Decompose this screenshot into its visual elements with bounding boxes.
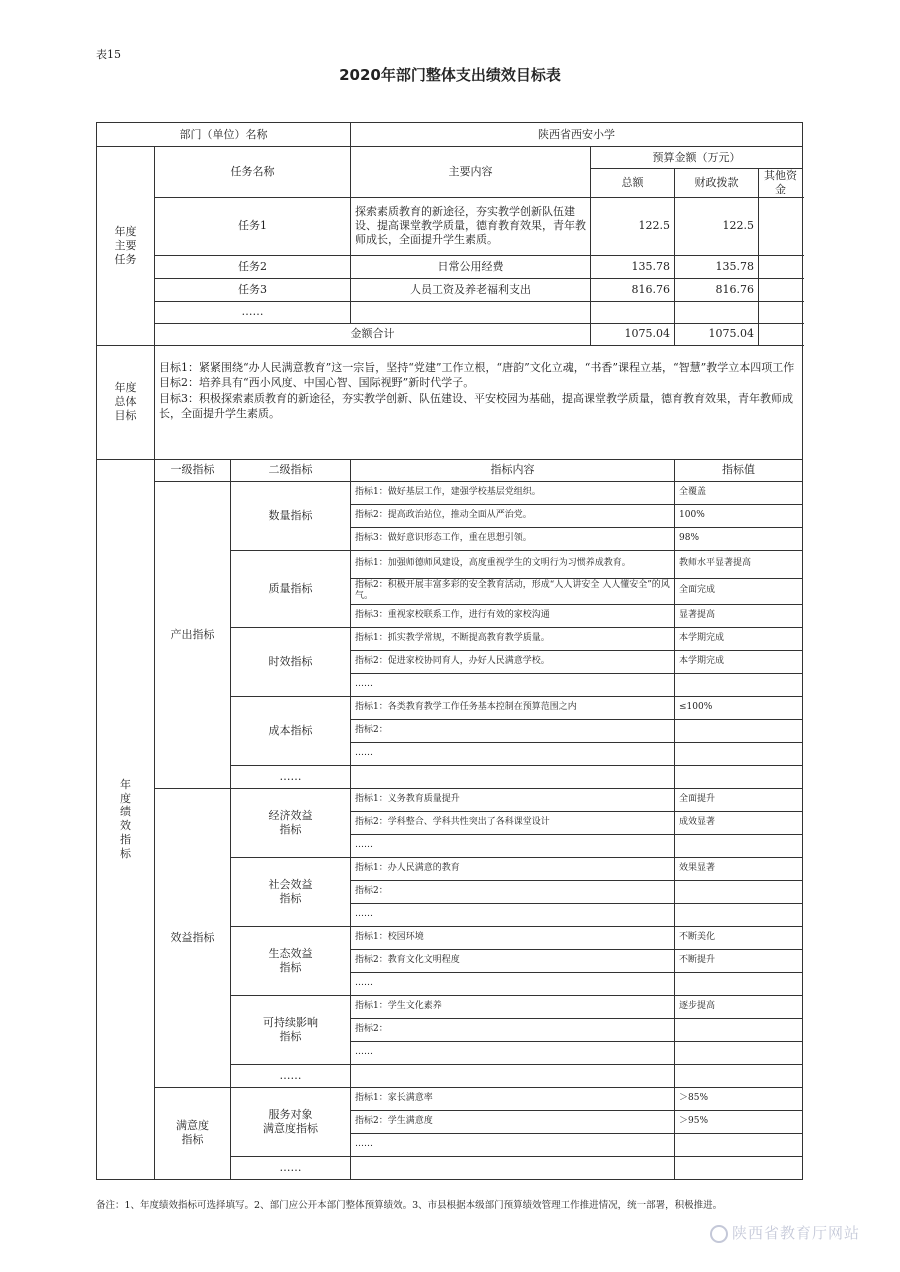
indicator-value	[675, 719, 803, 742]
indicator-value: 逐步提高	[675, 995, 803, 1018]
task-content: 日常公用经费	[351, 255, 591, 278]
indicator-content: 指标2：促进家校协同育人，办好人民满意学校。	[351, 650, 675, 673]
perf-header-row	[97, 459, 803, 481]
indicator-value: ＞85%	[675, 1087, 803, 1110]
indicator-value	[675, 1041, 803, 1064]
indicator-content: 指标2：积极开展丰富多彩的安全教育活动，形成“人人讲安全 人人懂安全”的风气。	[351, 578, 675, 604]
indicator-value	[675, 742, 803, 765]
indicator-content	[351, 1064, 675, 1087]
perf-col-l2: 二级指标	[231, 459, 351, 481]
indicator-value	[675, 1018, 803, 1041]
task-name: 任务3	[155, 278, 351, 301]
goals-row	[97, 345, 803, 459]
cost-label: 成本指标	[231, 696, 351, 765]
task-fiscal	[675, 301, 759, 323]
indicator-value	[675, 834, 803, 857]
indicator-value: ＞95%	[675, 1110, 803, 1133]
indicator-value	[675, 972, 803, 995]
economic-label: 经济效益 指标	[231, 788, 351, 857]
task-fiscal: 135.78	[675, 255, 759, 278]
indicator-content: 指标2：	[351, 1018, 675, 1041]
quality-label: 质量指标	[231, 550, 351, 627]
indicator-value	[675, 1156, 803, 1179]
indicator-content: 指标2：学生满意度	[351, 1110, 675, 1133]
task-row	[97, 255, 803, 278]
task-content: 探索素质教育的新途径，夯实教学创新队伍建设、提高课堂教学质量，德育教育效果，青年教师成长，全面提升学生素质。	[351, 197, 591, 255]
indicator-content: ……	[351, 1041, 675, 1064]
indicator-value: 不断提升	[675, 949, 803, 972]
indicator-content: 指标1：家长满意率	[351, 1087, 675, 1110]
indicator-value: 全面完成	[675, 578, 803, 604]
indicator-content: 指标1：义务教育质量提升	[351, 788, 675, 811]
tasks-sum-total: 1075.04	[591, 323, 675, 345]
task-content	[351, 301, 591, 323]
indicator-value	[675, 1064, 803, 1087]
tasks-col-fiscal: 财政拨款	[675, 169, 759, 198]
task-fiscal: 122.5	[675, 197, 759, 255]
tasks-sum-label: 金额合计	[155, 323, 591, 345]
indicator-content: ……	[351, 673, 675, 696]
tasks-col-total: 总额	[591, 169, 675, 198]
indicator-content: ……	[351, 972, 675, 995]
tasks-col-other: 其他资金	[759, 169, 803, 198]
indicator-value: 全面提升	[675, 788, 803, 811]
indicator-value: 本学期完成	[675, 650, 803, 673]
task-other	[759, 301, 803, 323]
goal-line: 目标2：培养具有“西小风度、中国心智、国际视野”新时代学子。	[159, 376, 475, 390]
indicator-value: ≤100%	[675, 696, 803, 719]
tasks-col-name: 任务名称	[155, 147, 351, 198]
perf-col-content: 指标内容	[351, 459, 675, 481]
tasks-col-content: 主要内容	[351, 147, 591, 198]
indicator-content: 指标3：重视家校联系工作，进行有效的家校沟通	[351, 604, 675, 627]
indicator-value: 显著提高	[675, 604, 803, 627]
output-more: ……	[231, 765, 351, 788]
indicator-content: ……	[351, 1133, 675, 1156]
indicator-value: 本学期完成	[675, 627, 803, 650]
indicator-content: ……	[351, 834, 675, 857]
indicator-content: 指标1：校园环境	[351, 926, 675, 949]
indicator-content: 指标1：办人民满意的教育	[351, 857, 675, 880]
indicator-value: 全覆盖	[675, 481, 803, 504]
indicator-value: 成效显著	[675, 811, 803, 834]
task-name: ……	[155, 301, 351, 323]
task-total: 122.5	[591, 197, 675, 255]
social-label: 社会效益 指标	[231, 857, 351, 926]
task-row	[97, 197, 803, 255]
indicator-content: 指标1：做好基层工作，建强学校基层党组织。	[351, 481, 675, 504]
dept-row	[97, 123, 803, 147]
service-label: 服务对象 满意度指标	[231, 1087, 351, 1156]
indicator-value: 不断美化	[675, 926, 803, 949]
indicator-content: 指标2：学科整合、学科共性突出了各科课堂设计	[351, 811, 675, 834]
footnote: 备注：1、年度绩效指标可选择填写。2、部门应公开本部门整体预算绩效。3、市县根据本级部门预算绩效管理工作推进情况，统一部署，积极推进。	[96, 1200, 723, 1211]
indicator-value	[675, 673, 803, 696]
indicator-content: 指标2：教育文化文明程度	[351, 949, 675, 972]
indicator-value	[675, 765, 803, 788]
watermark-text: 陕西省教育厅网站	[731, 1224, 860, 1242]
task-other	[759, 278, 803, 301]
task-total: 816.76	[591, 278, 675, 301]
indicator-content: 指标3：做好意识形态工作，重在思想引领。	[351, 527, 675, 550]
benefit-more: ……	[231, 1064, 351, 1087]
watermark-logo-icon	[710, 1225, 728, 1243]
tasks-sum-other	[759, 323, 803, 345]
table-number-label: 表15	[96, 48, 121, 61]
tasks-section-label: 年度 主要 任务	[97, 147, 155, 346]
task-row	[97, 278, 803, 301]
perf-col-l1: 一级指标	[155, 459, 231, 481]
indicator-content: 指标1：抓实教学常规，不断提高教育教学质量。	[351, 627, 675, 650]
task-content: 人员工资及养老福利支出	[351, 278, 591, 301]
indicator-value	[675, 880, 803, 903]
dept-label: 部门（单位）名称	[97, 123, 351, 147]
task-row	[97, 301, 803, 323]
indicator-value: 98%	[675, 527, 803, 550]
tasks-sum-row	[97, 323, 803, 345]
indicator-content	[351, 1156, 675, 1179]
task-other	[759, 197, 803, 255]
goal-line: 目标3：积极探索素质教育的新途径，夯实教学创新、队伍建设、平安校园为基础，提高课堂教学质量，德育教育效果，青年教师成长，全面提升学生素质。	[159, 391, 793, 421]
indicator-value: 100%	[675, 504, 803, 527]
indicator-value: 效果显著	[675, 857, 803, 880]
indicator-content: ……	[351, 742, 675, 765]
goal-line: 目标1：紧紧围绕“办人民满意教育”这一宗旨，坚持“党建”工作立根，“唐韵”文化立魂，“书香”课程立基，“智慧”教学立本四项工作	[159, 360, 795, 374]
tasks-col-budget: 预算金额（万元）	[591, 147, 803, 169]
satisfaction-more: ……	[231, 1156, 351, 1179]
task-other	[759, 255, 803, 278]
goals-content	[155, 345, 803, 459]
indicator-content: ……	[351, 903, 675, 926]
perf-col-value: 指标值	[675, 459, 803, 481]
indicator-content: 指标1：学生文化素养	[351, 995, 675, 1018]
indicator-content: 指标2：	[351, 719, 675, 742]
task-name: 任务1	[155, 197, 351, 255]
indicator-row	[97, 481, 803, 504]
benefit-label: 效益指标	[155, 788, 231, 1087]
task-fiscal: 816.76	[675, 278, 759, 301]
indicator-value: 教师水平显著提高	[675, 550, 803, 578]
timeliness-label: 时效指标	[231, 627, 351, 696]
task-total: 135.78	[591, 255, 675, 278]
indicator-row	[97, 1087, 803, 1110]
indicator-value	[675, 1133, 803, 1156]
tasks-sum-fiscal: 1075.04	[675, 323, 759, 345]
performance-goal-table	[96, 122, 803, 1180]
quantity-label: 数量指标	[231, 481, 351, 550]
task-total	[591, 301, 675, 323]
task-name: 任务2	[155, 255, 351, 278]
sustainable-label: 可持续影响 指标	[231, 995, 351, 1064]
dept-value: 陕西省西安小学	[351, 123, 803, 147]
perf-section-label: 年 度 绩 效 指 标	[97, 459, 155, 1179]
indicator-content: 指标1：加强师德师风建设，高度重视学生的文明行为习惯养成教育。	[351, 550, 675, 578]
output-label: 产出指标	[155, 481, 231, 788]
tasks-header-row	[97, 147, 803, 169]
indicator-content: 指标2：	[351, 880, 675, 903]
satisfaction-label: 满意度 指标	[155, 1087, 231, 1179]
ecological-label: 生态效益 指标	[231, 926, 351, 995]
indicator-row	[97, 788, 803, 811]
indicator-content: 指标1：各类教育教学工作任务基本控制在预算范围之内	[351, 696, 675, 719]
goals-section-label: 年度 总体 目标	[97, 345, 155, 459]
indicator-content: 指标2：提高政治站位，推动全面从严治党。	[351, 504, 675, 527]
indicator-value	[675, 903, 803, 926]
page-title: 2020年部门整体支出绩效目标表	[339, 66, 561, 84]
indicator-content	[351, 765, 675, 788]
watermark	[710, 1222, 860, 1243]
